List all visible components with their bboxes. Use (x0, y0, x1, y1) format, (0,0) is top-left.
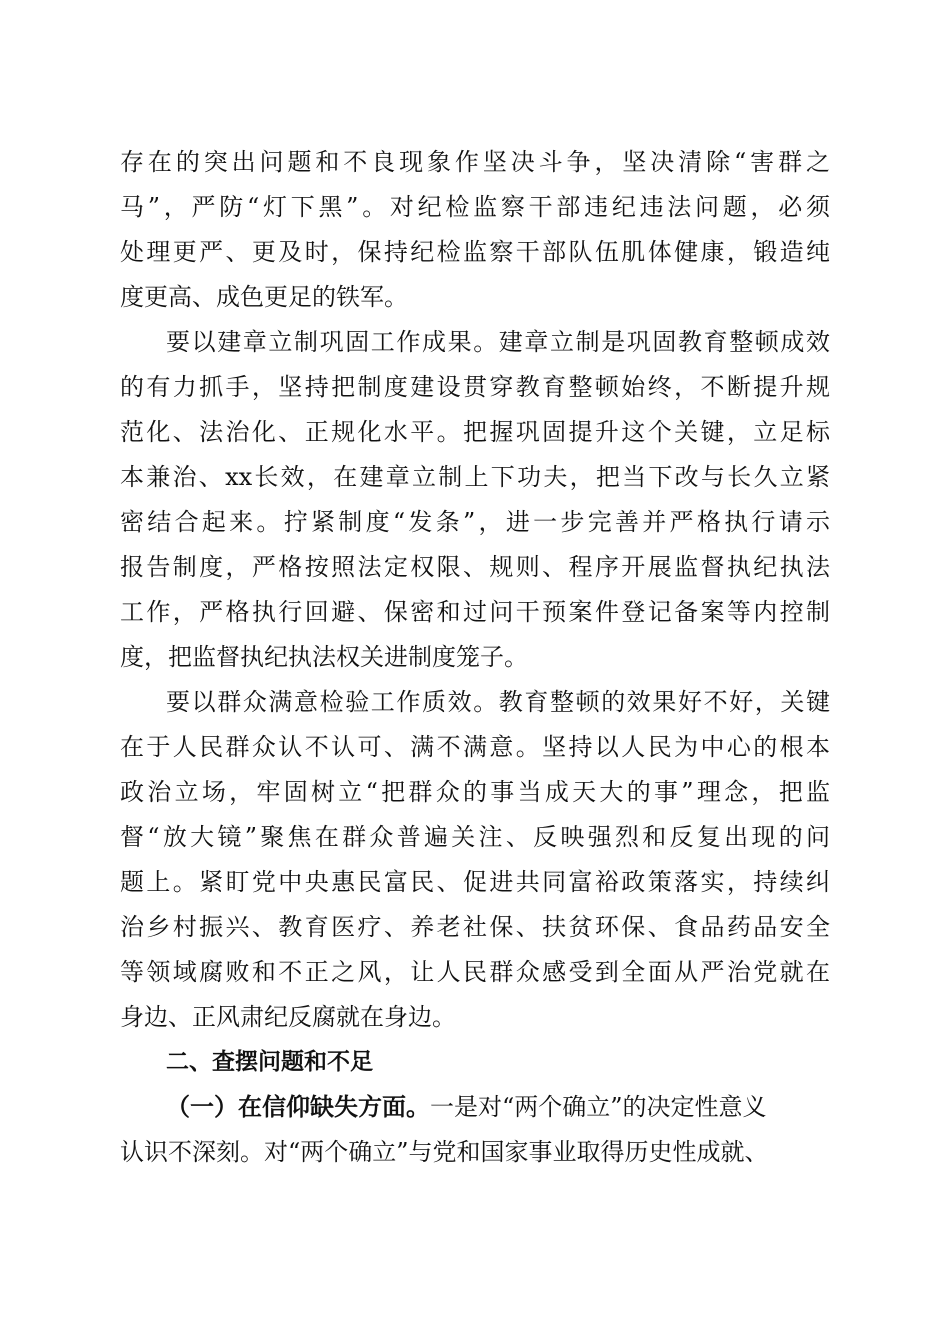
text-line: 身边、正风肃纪反腐就在身边。 (120, 1003, 456, 1031)
text-line: 治乡村振兴、教育医疗、养老社保、扶贫环保、食品药品安全 (120, 913, 830, 941)
text-line: 报告制度，严格按照法定权限、规则、程序开展监督执纪执法 (120, 553, 830, 581)
text-line: 本兼治、xx长效，在建章立制上下功夫，把当下改与长久立紧 (120, 463, 830, 491)
text-line: 政治立场，牢固树立“把群众的事当成天大的事”理念，把监 (120, 778, 830, 806)
text-line: 度，把监督执纪执法权关进制度笼子。 (120, 643, 528, 671)
subsection-title: （一）在信仰缺失方面。 (166, 1092, 430, 1121)
paragraph-first-line: 要以建章立制巩固工作成果。建章立制是巩固教育整顿成效 (166, 328, 830, 356)
text-line: 处理更严、更及时，保持纪检监察干部队伍肌体健康，锻造纯 (120, 238, 830, 266)
subsection-text: 一是对“两个确立”的决定性意义 (430, 1093, 767, 1121)
text-line: 工作，严格执行回避、保密和过问干预案件登记备案等内控制 (120, 598, 830, 626)
text-line: 等领域腐败和不正之风，让人民群众感受到全面从严治党就在 (120, 958, 830, 986)
section-heading: 二、查摆问题和不足 (166, 1049, 373, 1075)
text-line: 度更高、成色更足的铁军。 (120, 283, 408, 311)
subsection-line (166, 1085, 767, 1129)
text-line: 马”，严防“灯下黑”。对纪检监察干部违纪违法问题，必须 (120, 193, 830, 221)
paragraph-first-line: 要以群众满意检验工作质效。教育整顿的效果好不好，关键 (166, 688, 830, 716)
text-line: 范化、法治化、正规化水平。把握巩固提升这个关键，立足标 (120, 418, 830, 446)
text-line: 密结合起来。拧紧制度“发条”，进一步完善并严格执行请示 (120, 508, 830, 536)
text-line: 题上。紧盯党中央惠民富民、促进共同富裕政策落实，持续纠 (120, 868, 830, 896)
text-line: 在于人民群众认不认可、满不满意。坚持以人民为中心的根本 (120, 733, 830, 761)
text-line: 存在的突出问题和不良现象作坚决斗争，坚决清除“害群之 (120, 148, 830, 176)
text-line: 督“放大镜”聚焦在群众普遍关注、反映强烈和反复出现的问 (120, 823, 830, 851)
text-line: 的有力抓手，坚持把制度建设贯穿教育整顿始终，不断提升规 (120, 373, 830, 401)
text-line: 认识不深刻。对“两个确立”与党和国家事业取得历史性成就、 (120, 1138, 769, 1166)
